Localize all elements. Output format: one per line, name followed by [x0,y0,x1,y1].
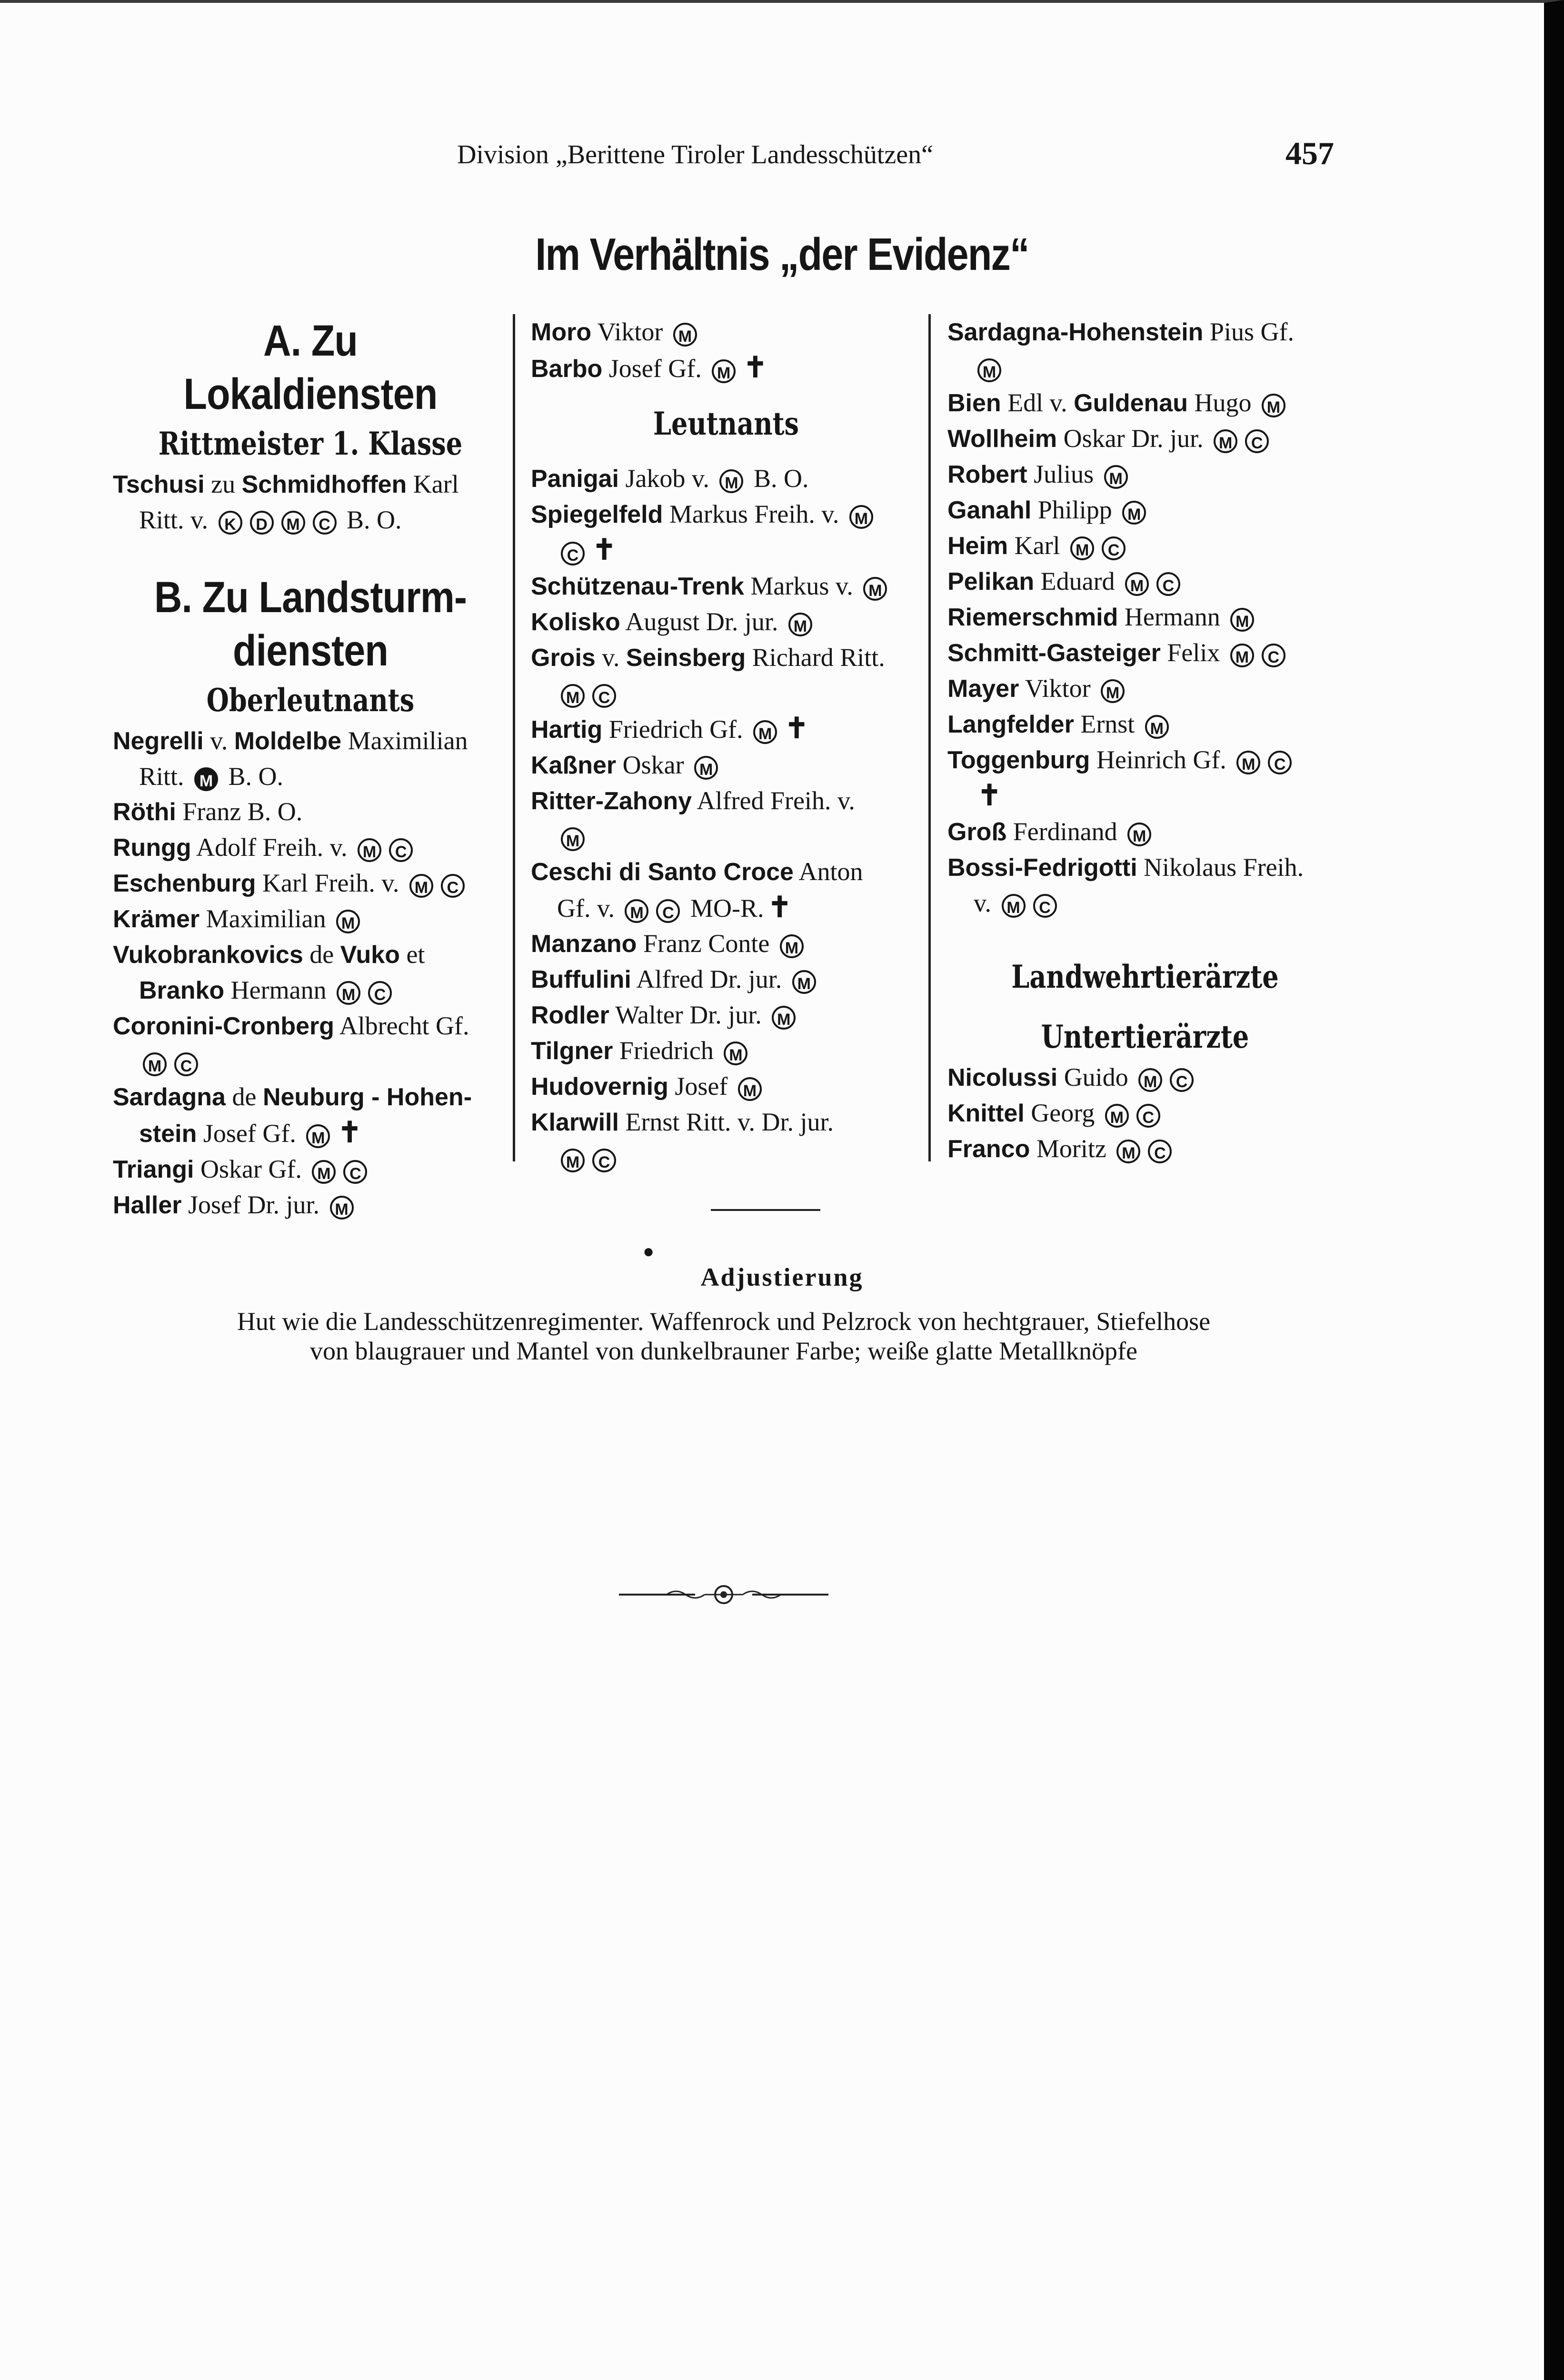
m-mark-icon: M [1125,572,1149,596]
list-item: Hudovernig Josef M [531,1069,921,1104]
list-item: Groß Ferdinand M [947,814,1343,850]
list-item: Kaßner Oskar M [531,747,921,783]
d-mark-icon: D [250,511,274,535]
list-item: Riemerschmid Hermann M [947,599,1343,635]
c-mark-icon: C [1170,1068,1194,1092]
c-mark-icon: C [1245,429,1269,453]
running-title: Division „Berittene Tiroler Landesschützen“ [457,140,933,169]
page-title: Im Verhältnis „der Evidenz“ [535,229,1029,280]
bullet-dot-icon: ● [643,1240,655,1262]
m-mark-icon: M [1214,429,1237,453]
section-heading-b: B. Zu Landsturm- diensten [154,573,467,675]
list-item: Haller Josef Dr. jur. M [113,1187,508,1223]
list-item: Rungg Adolf Freih. v. M C [113,830,508,865]
rank-heading-rittmeister: Rittmeister 1. Klasse [158,425,463,462]
c-mark-icon: C [174,1052,198,1076]
list-item: Manzano Franz Conte M [531,926,921,962]
c-mark-icon: C [1102,536,1126,560]
list-item: Coronini-Cronberg Albrecht Gf. M C [113,1012,469,1075]
section-heading-a: A. Zu Lokaldiensten [183,317,438,418]
m-mark-icon: M [1105,1104,1129,1128]
list-item: Buffulini Alfred Dr. jur. M [531,962,921,997]
cross-icon: ✝ [767,892,792,923]
list-item: Robert Julius M [947,456,1343,492]
list-item: Pelikan Eduard M C [947,564,1343,599]
page-number: 457 [1285,135,1334,171]
m-mark-icon: M [561,684,585,708]
c-mark-icon: C [441,874,465,898]
list-item: Langfelder Ernst M [947,706,1343,742]
list-item: Ritter-Zahony Alfred Freih. v. M [531,786,855,850]
list-item: Schützenau-Trenk Markus v. M [531,568,921,604]
m-mark-icon: M [337,981,360,1005]
list-item: Eschenburg Karl Freih. v. M C [113,865,508,901]
list-item: Schmitt-Gasteiger Felix M C [947,635,1343,671]
c-mark-icon: C [1268,751,1292,774]
list-item: Krämer Maximilian M [113,901,508,937]
c-mark-icon: C [343,1160,367,1184]
list-item: Bossi-Fedrigotti Nikolaus Freih. v. M C [947,853,1304,917]
list-item: Sardagna-Hohenstein Pius Gf. M [947,317,1294,381]
c-mark-icon: C [313,511,337,535]
m-mark-icon: M [281,511,305,535]
m-mark-icon: M [780,934,804,958]
column-1 [113,314,508,1223]
list-item: Toggenburg Heinrich Gf. M C ✝ [947,742,1343,814]
rank-heading-oberleutnants: Oberleutnants [206,682,415,719]
m-mark-icon: M [336,910,360,933]
m-mark-icon: M [849,505,873,529]
list-item: Wollheim Oskar Dr. jur. M C [947,421,1343,456]
column-rule [513,314,515,1161]
list-item: Hartig Friedrich Gf. M ✝ [531,713,809,744]
m-mark-icon: M [977,358,1001,382]
m-mark-icon: M [694,756,718,780]
c-mark-icon: C [1033,894,1057,918]
list-item: Franco Moritz M C [947,1131,1343,1167]
m-mark-icon: M [561,1149,585,1172]
c-mark-icon: C [561,542,585,565]
list-item: Moro Viktor M [531,314,921,350]
k-mark-icon: K [219,511,242,535]
c-mark-icon: C [368,981,392,1005]
m-mark-icon: M [625,899,648,923]
list-item: Heim Karl M C [947,528,1343,564]
section-divider [711,1209,820,1211]
list-item: Mayer Viktor M [947,671,1343,706]
m-mark-icon: M [561,827,585,851]
cross-icon: ✝ [977,780,1002,811]
m-mark-icon: M [194,767,218,791]
m-mark-icon: M [719,469,743,493]
list-item: Bien Edl v. Guldenau Hugo M [947,385,1343,421]
m-mark-icon: M [724,1041,747,1065]
column-2 [531,314,921,1175]
list-item: Barbo Josef Gf. M ✝ [531,352,767,383]
m-mark-icon: M [312,1160,336,1184]
list-item: Kolisko August Dr. jur. M [531,604,921,640]
list-item: Tilgner Friedrich M [531,1033,921,1069]
adjustierung-text [110,1307,1338,1366]
adjustierung-line-2: von blaugrauer und Mantel von dunkelbrauner Farbe; weiße glatte Metallknöpfe [310,1337,1137,1365]
c-mark-icon: C [592,1149,616,1172]
m-mark-icon: M [330,1196,354,1220]
c-mark-icon: C [1148,1140,1172,1163]
m-mark-icon: M [772,1006,796,1030]
list-item: Ganahl Philipp M [947,492,1343,528]
cross-icon: ✝ [743,352,767,383]
m-mark-icon: M [673,323,697,347]
m-mark-icon: M [712,359,736,383]
m-mark-icon: M [1145,715,1169,739]
m-mark-icon: M [1116,1140,1140,1163]
adjustierung-line-1: Hut wie die Landesschützenregimenter. Waffenrock und Pelzrock von hechtgrauer, Stiefelhose [237,1307,1211,1336]
section-heading-landwehrtieraerzte: Landwehrtierärzte [1011,958,1279,995]
m-mark-icon: M [1101,679,1125,703]
rank-heading-untertieraerzte: Untertierärzte [1041,1018,1249,1055]
ornament-icon [619,1580,828,1609]
m-mark-icon: M [409,874,433,898]
cross-icon: ✝ [785,713,809,744]
m-mark-icon: M [1002,894,1026,918]
m-mark-icon: M [1127,823,1151,846]
list-item: Tschusi zu Schmidhoffen Karl Ritt. v. K D M C B. O. [113,470,459,534]
m-mark-icon: M [792,970,816,994]
c-mark-icon: C [1156,572,1180,596]
m-mark-icon: M [143,1052,167,1076]
adjustierung-heading: Adjustierung [700,1263,864,1291]
c-mark-icon: C [1136,1104,1160,1128]
list-item: Negrelli v. Moldelbe Maximilian Ritt. M B. O. [113,726,468,791]
m-mark-icon: M [1230,644,1254,667]
m-mark-icon: M [1236,751,1260,774]
m-mark-icon: M [753,720,777,744]
m-mark-icon: M [1104,465,1128,489]
cross-icon: ✝ [338,1117,362,1148]
rank-heading-leutnants: Leutnants [653,405,799,442]
column-rule [928,314,931,1161]
m-mark-icon: M [863,577,887,601]
list-item: Spiegelfeld Markus Freih. v. M C ✝ [531,496,921,568]
m-mark-icon: M [1122,501,1146,525]
m-mark-icon: M [1262,394,1285,417]
c-mark-icon: C [656,899,680,923]
list-item: Röthi Franz B. O. [113,797,303,826]
c-mark-icon: C [592,684,616,708]
cross-icon: ✝ [592,534,617,565]
list-item: Klarwill Ernst Ritt. v. Dr. jur. M C [531,1108,834,1171]
list-item: Grois v. Seinsberg Richard Ritt. M C [531,643,885,707]
m-mark-icon: M [358,838,381,862]
column-3 [947,314,1343,1167]
c-mark-icon: C [389,838,413,862]
m-mark-icon: M [1138,1068,1162,1092]
list-item: Nicolussi Guido M C [947,1060,1343,1095]
m-mark-icon: M [738,1077,762,1101]
c-mark-icon: C [1262,644,1285,667]
list-item: Rodler Walter Dr. jur. M [531,997,921,1033]
m-mark-icon: M [306,1124,330,1148]
list-item: Sardagna de Neuburg - Hohen- stein Josef Gf. M ✝ [113,1082,472,1148]
list-item: Knittel Georg M C [947,1095,1343,1131]
list-item: Ceschi di Santo Croce Anton Gf. v. M C MO-R. ✝ [531,857,863,923]
m-mark-icon: M [788,613,812,636]
list-item: Panigai Jakob v. M B. O. [531,464,809,493]
m-mark-icon: M [1230,608,1254,632]
list-item: Triangi Oskar Gf. M C [113,1151,508,1187]
m-mark-icon: M [1070,536,1094,560]
list-item: Vukobrankovics de Vuko et Branko Hermann M C [113,940,425,1004]
